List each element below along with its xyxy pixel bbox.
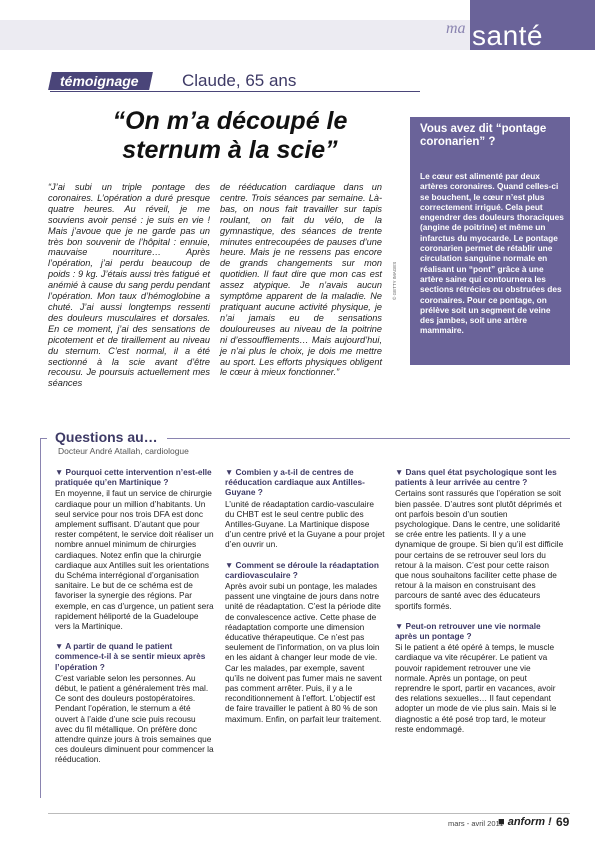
question-heading: ▼ Comment se déroule la réadaptation cardiovasculaire ? [225,560,385,580]
temoignage-tag [48,72,152,90]
question-answer: L’unité de réadaptation cardio-vasculaire du CHBT est le seul centre public des Antilles-Guyane. La Martinique dispose d’un centre privé et la Guyane a pour projet d’en ouvrir un. [225,498,385,550]
question-answer: En moyenne, il faut un service de chirurgie cardiaque pour un million d’habitants. Un seul service pour nos trois DFA est donc amplement suffisant. D’autant que pour rester compétent, le service doit réaliser un nombre annuel minimum de chirurgies cardiaques. Notez enfin que la chirurgie cardiaque aux Antilles suit les orientations du Schéma interrégional d’organisation sanitaire. Le but de ce schéma est de favoriser la synergie des régions. Par exemple, en cas d’urgence, un patient sera rapidement héliporté de la Guadeloupe vers la Martinique. [55,488,214,632]
info-box-title: Vous avez dit “pontage coronarien” ? [420,123,547,148]
testimony-person: Claude, 65 ans [182,71,297,90]
questions-column-3 [395,467,565,744]
rubric-ma: ma [446,20,466,37]
footer-rule [48,813,570,814]
question-heading: ▼ Pourquoi cette intervention n’est-elle pratiquée qu’en Martinique ? [55,467,215,487]
questions-title: Questions au… [55,429,158,445]
question-heading: ▼ Dans quel état psychologique sont les patients à leur arrivée au centre ? [395,467,565,487]
question-heading: ▼ Combien y a-t-il de centres de rééducation cardiaque aux Antilles-Guyane ? [225,467,385,498]
questions-column-2 [225,467,385,734]
tag-rule [50,91,420,92]
question-heading: ▼ Peut-on retrouver une vie normale après un pontage ? [395,621,565,641]
footer-brand: ■ anform ! [498,816,552,828]
question-heading: ▼ A partir de quand le patient commence-t-il à se sentir mieux après l’opération ? [55,641,215,672]
info-box-text: Le cœur est alimenté par deux artères coronaires. Quand celles-ci se bouchent, le cœur n’est plus correctement irrigué. Cela peut engendrer des douleurs thoraciques (angine de poitrine) et même un infarctus du myocarde. Le pontage coronarien permet de rétablir une circulation sanguine normale en réalisant un “pont” grâce à une artère saine qui contournera les sections rétrécies ou obstruées des coronaires. Pour ce pontage, on prélève soit un segment de veine des jambes, soit une artère mammaire. [420,171,564,336]
article-headline: “On m’a découpé le sternum à la scie” [112,107,348,164]
article-column-1: “J’ai subi un triple pontage des coronaires. L’opération a duré presque quatre heures. Au réveil, je me souviens avoir pensé : je suis en vie ! Mais j’avoue que je ne garde pas un très bon souvenir de l’hôpital : ennuie, mauvaise nourriture… Après l’opération, j’ai perdu beaucoup de poids : 9 kg. J’étais aussi très fatigué et anémié à cause du sang perdu pendant l’opération. Mon taux d’hémoglobine a chuté. J’ai aussi longtemps ressenti des douleurs musculaires et dorsales. En ce moment, j’ai des sensations de picotement et de tiraillement au niveau du sternum. C’est normal, il a été sectionné à la scie avant d’être recousu. Je poursuis actuellement mes séances [48,182,210,389]
temoignage-tag-text: témoignage [60,73,139,89]
questions-frame-left [40,438,41,798]
rubric-sante: santé [472,20,543,51]
question-answer: Après avoir subi un pontage, les malades passent une vingtaine de jours dans notre unité de réadaptation. C’est la période dite de convalescence active. Cette phase de réadaptation comporte une dimension éducative thérapeutique. Ce n’est pas seulement de l’information, on va plus loin en les aidant à changer leur mode de vie. Car les malades, par exemple, savent qu’ils ne doivent pas fumer mais ne savent pas comment arrêter. Puis, il y a le reconditionnement à l’effort. L’objectif est de faire travailler le patient à 80 % de son maximum. Enfin, on parfait leur traitement. [225,581,382,724]
footer-issue-date: mars - avril 2011 [448,819,504,828]
question-answer: Si le patient a été opéré à temps, le muscle cardiaque va vite récupérer. Le patient va pouvoir rapidement retrouver une vie normale. Après un pontage, on peut reprendre le sport, partir en vacances, avoir des relations sexuelles… Il faut cependant adopter un mode de vie plus sain. Mais si le diagnostic a été posé trop tard, le moteur reste endommagé. [395,642,557,734]
questions-subtitle: Docteur André Atallah, cardiologue [58,446,189,456]
photo-credit: © GETTY IMAGES [392,261,397,300]
questions-column-1 [55,467,215,775]
question-answer: Certains sont rassurés que l’opération se soit bien passée. D’autres sont plutôt déprimés et ont parfois besoin d’un soutien psychologique. Dans le centre, une solidarité se crée entre les patients. Il y a une dynamique de groupe. Si bien qu’il est difficile pour certains de se retrouver seul lors du retour à la maison. C’est pour cette raison que nous souhaitons faciliter cette phase de retour à la maison en construisant des parcours de santé avec des éducateurs sportifs formés. [395,488,564,611]
question-answer: C’est variable selon les personnes. Au début, le patient a généralement très mal. Ce sont des douleurs postopératoires. Pendant l’opération, le sternum a été ouvert à l’aide d’une scie puis recousu avec du fil métallique. On préfère donc attendre quinze jours à trois semaines que ces douleurs diminuent pour commencer la rééducation. [55,672,214,765]
page-number: 69 [556,815,570,829]
article-column-2: de rééducation cardiaque dans un centre. Trois séances par semaine. Là-bas, on nous fait travailler sur tapis roulant, on fait du vélo, de la gymnastique, des séances de trente minutes entrecoupées de pauses d’une heure. Mais je ne ressens pas encore de grands changements sur mon quotidien. Il faut dire que mon cas est assez atypique. Je n’avais aucun symptôme apparent de la maladie. Ne pratiquant aucune activité physique, je n’ai jamais eu de sensations douloureuses au niveau de la poitrine ni d’essoufflements… Mais aujourd’hui, je n’ai plus le choix, je dois me mettre au sport. Les efforts physiques obligent le cœur à mieux fonctionner.” [220,182,382,378]
